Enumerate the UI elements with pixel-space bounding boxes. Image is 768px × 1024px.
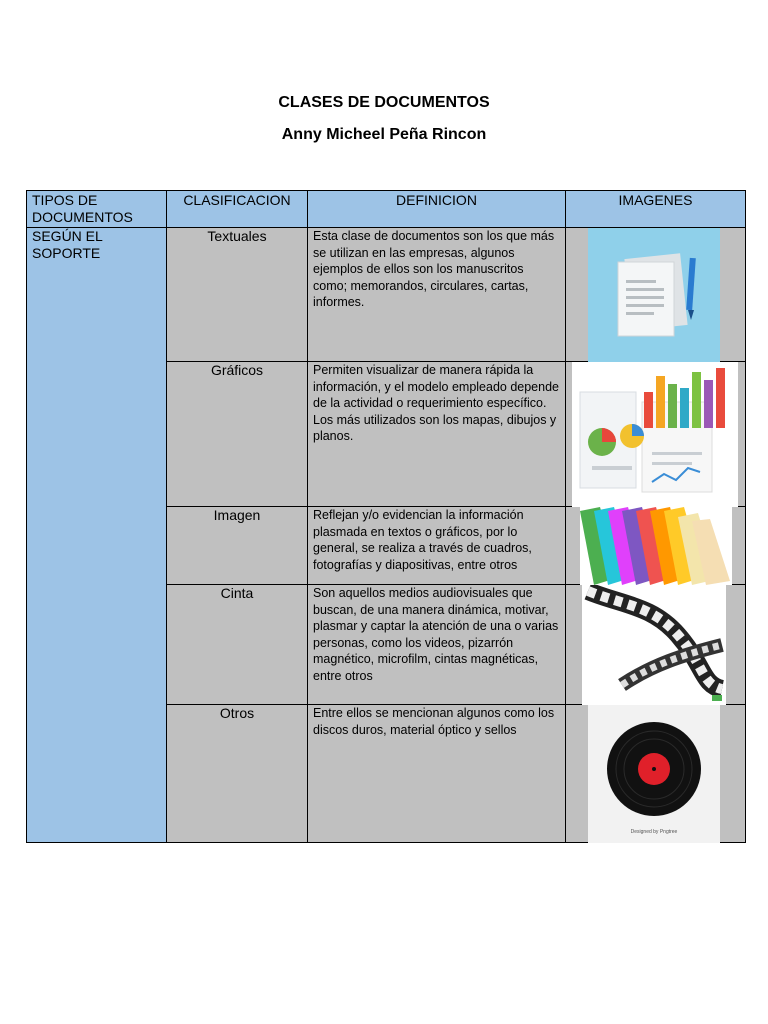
document-author: Anny Micheel Peña Rincon [281,126,487,143]
image-cell [566,705,746,843]
definicion-cell: Son aquellos medios audiovisuales que buscan, de una manera dinámica, motivar, plasmar y captar la atención de una o varias personas, como los videos, pizarrón magnético, microfilm, cintas magnéticas, entre otros [308,585,566,705]
clasificacion-cell: Textuales [167,228,308,362]
colorful-folders-icon [580,507,732,585]
table-header-row [27,191,746,228]
document-classes-table [26,190,746,843]
image-cell [566,585,746,705]
table-row [27,228,746,362]
header-definicion: DEFINICION [308,191,566,228]
image-cell [566,507,746,585]
film-strip-icon [582,585,726,705]
header-imagenes: IMAGENES [566,191,746,228]
definicion-cell: Permiten visualizar de manera rápida la información, y el modelo empleado depende de la actividad o requerimiento específico. Los más utilizados son los mapas, dibujos y planos. [308,362,566,507]
header-clasificacion: CLASIFICACION [167,191,308,228]
clasificacion-cell: Imagen [167,507,308,585]
document-title: CLASES DE DOCUMENTOS [278,94,490,111]
clasificacion-cell: Cinta [167,585,308,705]
definicion-cell: Esta clase de documentos son los que más se utilizan en las empresas, algunos ejemplos de ellos son los manuscritos como; memorandos, circulares, cartas, informes. [308,228,566,362]
definicion-cell: Entre ellos se mencionan algunos como los discos duros, material óptico y sellos [308,705,566,843]
image-cell [566,362,746,507]
definicion-cell: Reflejan y/o evidencian la información plasmada en textos o gráficos, por lo general, se realiza a través de cuadros, fotografías y diapositivas, entre otros [308,507,566,585]
documents-pen-icon [588,228,720,362]
vinyl-record-icon [588,705,720,843]
tipo-cell: SEGÚN EL SOPORTE [27,228,167,843]
clasificacion-cell: Otros [167,705,308,843]
clasificacion-cell: Gráficos [167,362,308,507]
charts-graphs-icon [572,362,738,507]
image-caption: Designed by Pngtree [630,829,678,835]
header-tipos: TIPOS DE DOCUMENTOS [27,191,167,228]
image-cell [566,228,746,362]
